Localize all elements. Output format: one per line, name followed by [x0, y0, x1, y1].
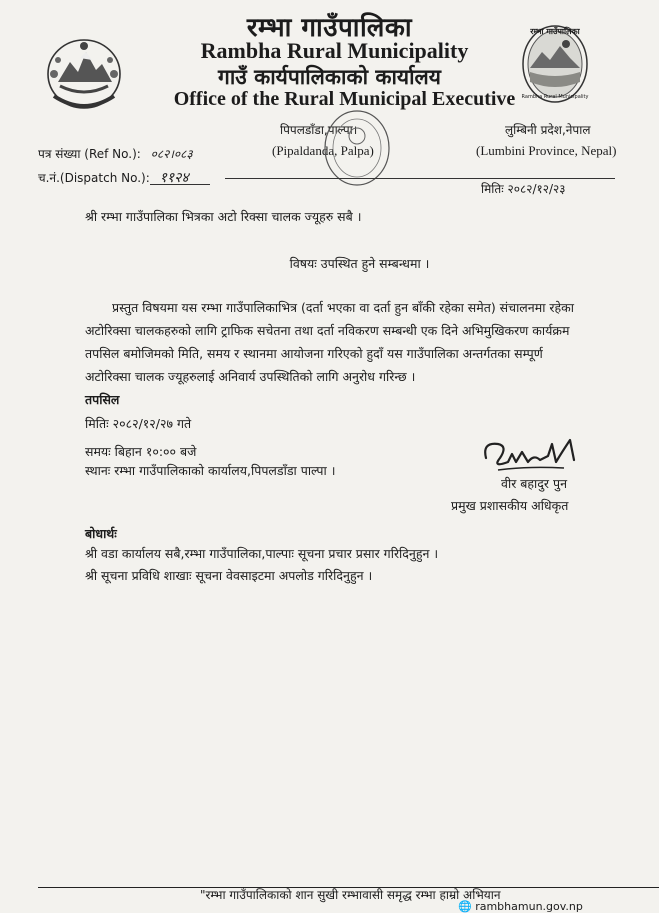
- header-rule: [225, 178, 615, 179]
- body-line-4: अटोरिक्सा चालक ज्यूहरुलाई अनिवार्य उपस्थितिको लागि अनुरोध गरिन्छ ।: [85, 369, 416, 384]
- office-name-np: गाउँ कार्यपालिकाको कार्यालय: [218, 65, 441, 89]
- footer-website: [458, 900, 583, 913]
- right-logo-caption: Rambha Rural Municipality: [521, 94, 589, 100]
- province-np: लुम्बिनी प्रदेश,नेपाल: [505, 123, 591, 137]
- recipient: श्री रम्भा गाउँपालिका भित्रका अटो रिक्सा चालक ज्यूहरु सबै ।: [85, 209, 362, 224]
- date-value: २०८२/१२/२३: [507, 182, 566, 196]
- detail-time: समयः बिहान १०:०० बजे: [85, 444, 197, 459]
- place-np: पिपलडाँडा,पाल्पा।: [280, 123, 358, 137]
- office-stamp: [322, 108, 392, 188]
- dispatch-number-label: च.नं.(Dispatch No.):: [38, 171, 150, 185]
- ref-number-label: पत्र संख्या (Ref No.):: [38, 147, 141, 161]
- ref-number-line: [38, 145, 193, 162]
- cc-line-2: श्री सूचना प्रविधि शाखाः सूचना वेवसाइटमा अपलोड गरिदिनुहुन ।: [85, 568, 373, 583]
- details-heading: तपसिल: [85, 392, 120, 407]
- right-logo-text: रम्भा गाउँपालिका: [530, 27, 580, 36]
- body-line-2: अटोरिक्सा चालकहरुको लागि ट्राफिक सचेतना तथा दर्ता नविकरण सम्बन्धी एक दिने अभिमुखिकरण कार्यक्रम: [85, 323, 570, 338]
- place-en: (Pipaldanda, Palpa): [272, 143, 374, 158]
- province-en: (Lumbini Province, Nepal): [476, 143, 617, 158]
- office-name-en: Office of the Rural Municipal Executive: [173, 88, 516, 110]
- cc-heading: बोधार्थः: [85, 526, 117, 541]
- cc-line-1: श्री वडा कार्यालय सबै,रम्भा गाउँपालिका,पाल्पाः सूचना प्रचार प्रसार गरिदिनुहुन ।: [85, 546, 439, 561]
- signature-image: [478, 432, 588, 478]
- body-line-3: तपसिल बमोजिमको मिति, समय र स्थानमा आयोजना गरिएको हुदाँ यस गाउँपालिका अन्तर्गतका सम्पूर्ण: [85, 346, 543, 361]
- body-line-1: प्रस्तुत विषयमा यस रम्भा गाउँपालिकाभित्र (दर्ता भएका वा दर्ता हुन बाँकी रहेका समेत) संचालनमा रहेका: [112, 300, 574, 315]
- globe-icon: 🌐: [458, 900, 472, 913]
- municipality-name-np: रम्भा गाउँपालिका: [246, 13, 413, 43]
- footer-slogan: "रम्भा गाउँपालिकाको शान सुखी रम्भावासी समृद्ध रम्भा हाम्रो अभियान: [200, 888, 501, 902]
- letter-date: [481, 180, 566, 197]
- subject: विषयः उपस्थित हुने सम्बन्धमा ।: [289, 256, 430, 271]
- ref-number-value: ०८२।०८३: [150, 147, 193, 161]
- dispatch-underline: [150, 184, 210, 185]
- detail-place: स्थानः रम्भा गाउँपालिकाको कार्यालय,पिपलडाँडा पाल्पा ।: [85, 463, 336, 478]
- signatory-title: प्रमुख प्रशासकीय अधिकृत: [451, 498, 569, 513]
- municipality-name-en: Rambha Rural Municipality: [200, 38, 469, 63]
- signatory-name: वीर बहादुर पुन: [501, 476, 568, 491]
- dispatch-number-value: ११२४: [159, 170, 189, 186]
- date-label: मितिः: [481, 182, 504, 196]
- detail-date: मितिः २०८२/१२/२७ गते: [85, 416, 192, 431]
- website-text[interactable]: rambhamun.gov.np: [475, 900, 583, 913]
